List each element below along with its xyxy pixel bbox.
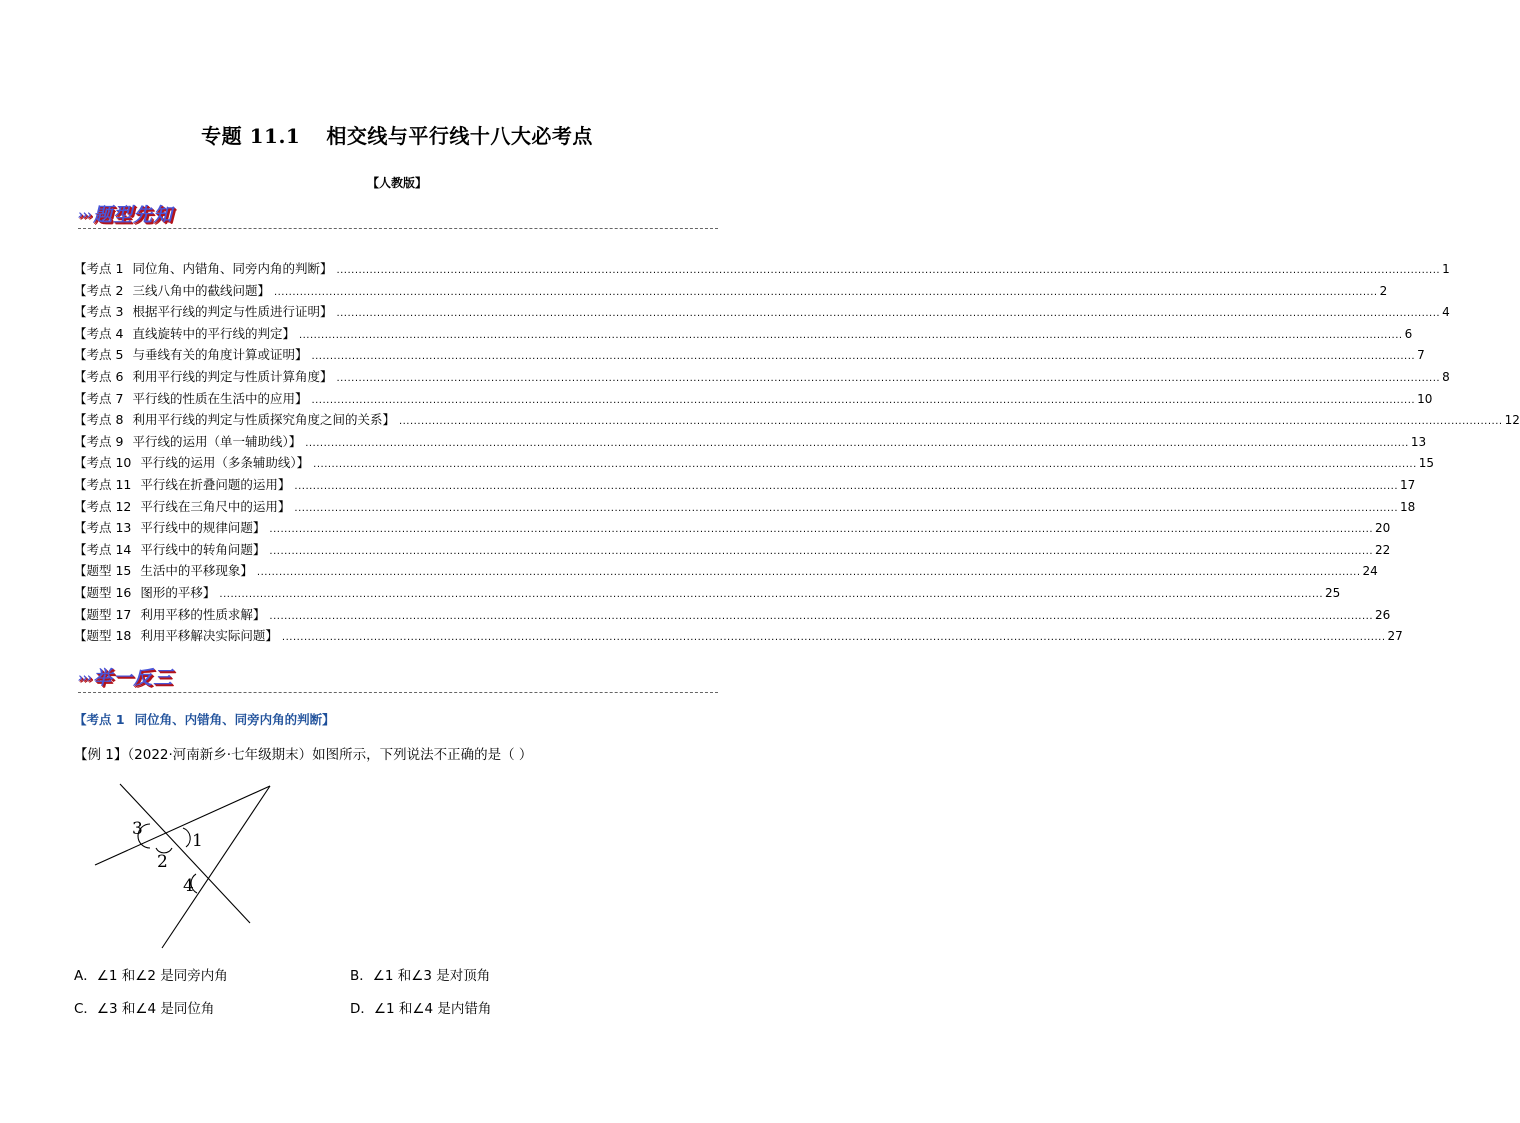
toc-entry-label <box>74 605 265 623</box>
toc-entry[interactable] <box>74 453 1435 475</box>
toc-entry-tag: 【考点 1 <box>74 261 124 276</box>
toc-entry-text: 与垂线有关的角度计算或证明】 <box>132 347 308 363</box>
toc-leader-dots: ............................................................................................................................................................................................................................................................................................................ <box>219 588 1324 600</box>
toc-page-number: 22 <box>1375 542 1391 557</box>
toc-page-number: 1 <box>1442 262 1450 276</box>
toc-leader-dots: ............................................................................................................................................................................................................................................................................................................ <box>281 632 1386 644</box>
angle-label-2: 2 <box>157 852 168 872</box>
toc-entry-label <box>74 345 307 363</box>
toc-entry-tag: 【考点 10 <box>74 455 132 471</box>
toc-entry[interactable] <box>74 497 1416 519</box>
toc-entry-text: 平行线的运用（单一辅助线）】 <box>132 433 302 449</box>
toc-page-number: 10 <box>1417 391 1433 406</box>
toc-page-number: 12 <box>1504 413 1520 428</box>
toc-entry-tag: 【考点 4 <box>74 325 124 341</box>
toc-entry-text: 直线旋转中的平行线的判定】 <box>132 325 295 341</box>
toc-entry-label <box>74 453 309 471</box>
toc-leader-dots: ............................................................................................................................................................................................................................................................................................................ <box>336 308 1441 320</box>
toc-entry[interactable] <box>74 626 1403 648</box>
toc-entry[interactable] <box>74 389 1433 411</box>
toc-entry-text: 三线八角中的截线问题】 <box>132 282 270 298</box>
toc-entry-tag: 【题型 18 <box>74 628 132 644</box>
title-main: 相交线与平行线十八大必考点 <box>326 124 593 148</box>
toc-entry-label <box>74 259 332 277</box>
toc-page-number: 17 <box>1400 477 1416 492</box>
toc-leader-dots: ............................................................................................................................................................................................................................................................................................................ <box>269 610 1374 622</box>
toc-page-number: 24 <box>1362 564 1378 579</box>
toc-entry-label <box>74 281 270 299</box>
toc-leader-dots: ............................................................................................................................................................................................................................................................................................................ <box>336 265 1441 276</box>
title-prefix: 专题 11.1 <box>201 124 301 148</box>
toc-entry-text: 同位角、内错角、同旁内角的判断】 <box>132 261 333 276</box>
angle-label-4: 4 <box>183 876 194 896</box>
table-of-contents <box>74 259 1520 648</box>
toc-entry-label <box>74 475 290 493</box>
toc-entry-text: 利用平行线的判定与性质探究角度之间的关系】 <box>132 412 395 428</box>
toc-leader-dots: ............................................................................................................................................................................................................................................................................................................ <box>269 545 1374 557</box>
banner-arrows-icon: ››› <box>78 671 92 686</box>
banner-toc-text: 题型先知 <box>93 204 174 226</box>
toc-entry[interactable] <box>74 432 1427 454</box>
toc-entry-tag: 【考点 11 <box>74 476 132 492</box>
toc-entry-tag: 【考点 9 <box>74 433 124 449</box>
toc-entry[interactable] <box>74 345 1425 367</box>
section-text: 同位角、内错角、同旁内角的判断】 <box>134 712 335 727</box>
divider <box>78 228 718 229</box>
example-text: 如图所示，下列说法不正确的是（ ） <box>312 747 533 763</box>
toc-entry-label <box>74 302 332 320</box>
toc-entry-text: 根据平行线的判定与性质进行证明】 <box>132 304 333 320</box>
toc-entry-tag: 【考点 7 <box>74 390 124 406</box>
toc-entry-tag: 【考点 3 <box>74 304 124 320</box>
example-question <box>74 743 532 763</box>
angle-label-3: 3 <box>132 819 143 839</box>
toc-entry-tag: 【考点 12 <box>74 498 132 514</box>
toc-entry-label <box>74 626 278 644</box>
toc-page-number: 20 <box>1375 521 1391 536</box>
banner-arrows-icon: ››› <box>78 208 92 223</box>
toc-entry-text: 平行线中的规律问题】 <box>140 520 266 536</box>
toc-entry[interactable] <box>74 324 1413 346</box>
option-d: D．∠1 和∠4 是内错角 <box>350 1001 492 1017</box>
toc-page-number: 26 <box>1375 607 1391 622</box>
toc-entry-tag: 【题型 15 <box>74 563 132 579</box>
intersecting-lines-figure <box>90 778 290 953</box>
toc-leader-dots: ............................................................................................................................................................................................................................................................................................................ <box>313 459 1417 471</box>
toc-leader-dots: ............................................................................................................................................................................................................................................................................................................ <box>398 416 1503 428</box>
angle-1-arc <box>183 828 190 847</box>
toc-entry-label <box>74 540 265 558</box>
toc-entry[interactable] <box>74 281 1388 303</box>
toc-page-number: 4 <box>1442 305 1450 320</box>
toc-entry-tag: 【考点 5 <box>74 347 124 363</box>
toc-entry-text: 生活中的平移现象】 <box>140 563 253 579</box>
line-diagonal <box>120 784 250 923</box>
toc-entry[interactable] <box>74 302 1450 324</box>
toc-entry-text: 利用平移解决实际问题】 <box>140 628 278 644</box>
toc-page-number: 25 <box>1325 585 1341 600</box>
toc-entry[interactable] <box>74 367 1450 389</box>
option-b: B．∠1 和∠3 是对顶角 <box>350 968 491 984</box>
toc-entry-text: 平行线的性质在生活中的应用】 <box>132 390 308 406</box>
toc-leader-dots: ............................................................................................................................................................................................................................................................................................................ <box>269 524 1374 536</box>
toc-page-number: 27 <box>1387 629 1403 644</box>
option-c: C．∠3 和∠4 是同位角 <box>74 1001 215 1017</box>
toc-page-number: 7 <box>1417 348 1425 363</box>
toc-page-number: 2 <box>1379 283 1388 298</box>
toc-leader-dots: ............................................................................................................................................................................................................................................................................................................ <box>273 286 1378 298</box>
example-source: （2022·河南新乡·七年级期末） <box>127 747 313 763</box>
toc-entry[interactable] <box>74 561 1378 583</box>
toc-page-number: 13 <box>1410 434 1427 449</box>
example-label: 【例 1】 <box>74 747 128 763</box>
toc-leader-dots: ............................................................................................................................................................................................................................................................................................................ <box>298 329 1403 341</box>
toc-entry-label <box>74 410 395 428</box>
toc-entry[interactable] <box>74 540 1391 562</box>
toc-entry-label <box>74 497 290 515</box>
toc-entry-tag: 【考点 2 <box>74 282 124 298</box>
banner-practice <box>78 663 173 690</box>
toc-entry-tag: 【考点 13 <box>74 520 132 536</box>
toc-entry-text: 平行线中的转角问题】 <box>140 541 266 557</box>
toc-entry-label <box>74 389 307 407</box>
toc-entry[interactable] <box>74 410 1520 432</box>
toc-entry[interactable] <box>74 605 1391 627</box>
toc-entry-text: 利用平移的性质求解】 <box>140 606 266 622</box>
toc-entry-tag: 【题型 16 <box>74 584 132 600</box>
section-tag: 【考点 1 <box>74 712 125 727</box>
toc-entry-label <box>74 324 295 342</box>
angle-label-1: 1 <box>192 831 203 851</box>
toc-entry-label <box>74 583 215 601</box>
toc-entry-label <box>74 518 265 536</box>
toc-entry-text: 利用平行线的判定与性质计算角度】 <box>132 368 333 384</box>
toc-entry-label <box>74 367 332 385</box>
toc-entry-text: 平行线在折叠问题的运用】 <box>140 476 291 492</box>
banner-practice-text: 举一反三 <box>93 667 174 689</box>
page-title <box>0 120 794 149</box>
toc-page-number: 15 <box>1418 456 1435 471</box>
toc-entry[interactable] <box>74 518 1391 540</box>
edition-label: 【人教版】 <box>366 176 427 190</box>
toc-leader-dots: ............................................................................................................................................................................................................................................................................................................ <box>294 480 1399 492</box>
toc-entry-text: 平行线在三角尺中的运用】 <box>140 498 291 514</box>
banner-toc <box>78 200 173 227</box>
divider <box>78 692 718 693</box>
toc-entry-text: 图形的平移】 <box>140 584 216 600</box>
option-a: A．∠1 和∠2 是同旁内角 <box>74 968 228 984</box>
section-heading <box>74 710 335 728</box>
toc-leader-dots: ............................................................................................................................................................................................................................................................................................................ <box>311 394 1416 406</box>
toc-page-number: 6 <box>1404 326 1413 341</box>
toc-page-number: 8 <box>1442 369 1450 384</box>
toc-entry[interactable] <box>74 583 1341 605</box>
toc-entry-label <box>74 432 301 450</box>
toc-entry-tag: 【考点 14 <box>74 541 132 557</box>
toc-entry-tag: 【考点 8 <box>74 412 124 428</box>
toc-entry-text: 平行线的运用（多条辅助线）】 <box>140 455 310 471</box>
toc-entry-tag: 【题型 17 <box>74 606 132 622</box>
toc-entry[interactable] <box>74 259 1450 281</box>
toc-leader-dots: ............................................................................................................................................................................................................................................................................................................ <box>305 437 1409 449</box>
toc-leader-dots: ............................................................................................................................................................................................................................................................................................................ <box>294 502 1399 514</box>
toc-leader-dots: ............................................................................................................................................................................................................................................................................................................ <box>336 372 1441 384</box>
toc-page-number: 18 <box>1400 499 1416 514</box>
toc-entry-tag: 【考点 6 <box>74 368 124 384</box>
toc-leader-dots: ............................................................................................................................................................................................................................................................................................................ <box>311 351 1416 363</box>
toc-entry[interactable] <box>74 475 1416 497</box>
toc-entry-label <box>74 561 253 579</box>
toc-leader-dots: ............................................................................................................................................................................................................................................................................................................ <box>256 567 1361 579</box>
